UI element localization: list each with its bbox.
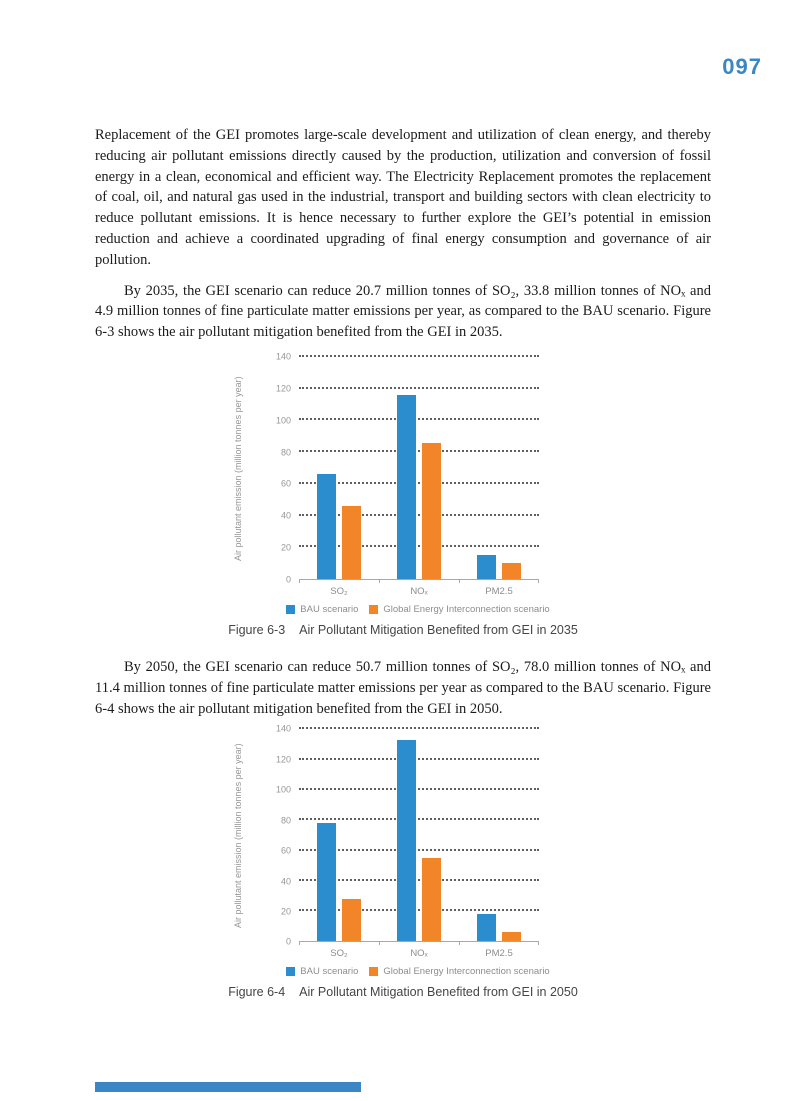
y-tick-label: 20 [280, 542, 291, 553]
y-tick-label: 100 [275, 784, 291, 795]
legend-label: BAU scenario [300, 603, 359, 615]
legend-item-gei [369, 966, 549, 977]
legend-label: BAU scenario [300, 966, 359, 978]
figure-6-3-chart [95, 351, 711, 637]
legend-label: Global Energy Interconnection scenario [383, 966, 550, 978]
x-category-label: NOₓ [410, 585, 428, 597]
x-axis-tick [459, 941, 460, 945]
x-axis-tick [379, 941, 380, 945]
bar-group-so2 [299, 357, 379, 579]
bar-bau-pm25 [477, 555, 496, 579]
y-tick-label: 80 [280, 815, 291, 826]
y-tick-label: 0 [285, 936, 291, 947]
figure-caption [95, 985, 711, 999]
bar-gei-nox [422, 858, 441, 941]
x-category-label: NOₓ [410, 948, 428, 960]
bar-bau-so2 [317, 823, 336, 941]
plot-area [299, 729, 539, 960]
legend-swatch-bau [286, 967, 295, 976]
y-tick-label: 140 [275, 723, 291, 734]
y-tick-label: 60 [280, 478, 291, 489]
x-axis-tick [538, 579, 539, 583]
y-axis-label: Air pollutant emission (million tonnes per year) [233, 743, 243, 929]
legend-swatch-bau [286, 605, 295, 614]
bar-gei-nox [422, 443, 441, 579]
figure-caption-number: Figure 6-3 [228, 622, 286, 637]
chart-area [233, 723, 711, 960]
figure-caption-title: Air Pollutant Mitigation Benefited from GEI in 2050 [299, 985, 578, 1000]
chart-area [233, 351, 711, 597]
page-number: 097 [722, 54, 762, 79]
bar-bau-nox [397, 740, 416, 941]
y-tick-label: 120 [275, 754, 291, 765]
y-tick-label: 80 [280, 447, 291, 458]
y-tick-label: 0 [285, 574, 291, 585]
y-axis [233, 351, 299, 585]
bar-bau-nox [397, 395, 416, 579]
chart-legend [95, 966, 711, 977]
x-axis-tick [299, 579, 300, 583]
x-category-label: SO₂ [330, 585, 348, 597]
figure-caption-number: Figure 6-4 [228, 985, 286, 1000]
legend-swatch-gei [369, 605, 378, 614]
figure-caption [95, 623, 711, 637]
paragraph-2035: By 2035, the GEI scenario can reduce 20.7 million tonnes of SO₂, 33.8 million tonnes of NOₓ and 4.9 million tonnes of fine particulate matter emissions per year, as compared to the BAU scenario. Figure 6-3 shows the air pollutant mitigation benefited from the GEI in 2035. [95, 282, 711, 341]
plot-area [299, 357, 539, 597]
bar-group-nox [379, 729, 459, 941]
paragraph-intro: Replacement of the GEI promotes large-scale development and utilization of clean energy, and thereby reducing air pollutant emissions directly caused by the production, utilization and conversion of fossil energy in a clean, economical and efficient way. The Electricity Replacement promotes the replacement of coal, oil, and natural gas used in the industrial, transport and building sectors with clean electricity to reduce pollutant emissions. It is hence necessary to further explore the GEI’s potential in emission reduction and achieve a coordinated upgrading of final energy consumption and governance of air pollution. [95, 127, 711, 268]
x-axis-tick [299, 941, 300, 945]
y-tick-label: 120 [275, 383, 291, 394]
legend-item-bau [286, 966, 358, 977]
y-tick-label: 60 [280, 845, 291, 856]
bar-bau-pm25 [477, 914, 496, 941]
bar-gei-pm25 [502, 932, 521, 942]
y-tick-label: 40 [280, 876, 291, 887]
bar-group-pm25 [459, 357, 539, 579]
page-content [95, 125, 711, 999]
paragraph-2050: By 2050, the GEI scenario can reduce 50.7 million tonnes of SO₂, 78.0 million tonnes of NOₓ and 11.4 million tonnes of fine particulate matter emissions per year as compared to the BAU scenario. Figure 6-4 shows the air pollutant mitigation benefited from the GEI in 2050. [95, 658, 711, 717]
y-tick-label: 140 [275, 351, 291, 362]
y-tick-label: 20 [280, 906, 291, 917]
y-tick-label: 100 [275, 415, 291, 426]
y-tick-label: 40 [280, 510, 291, 521]
x-axis-tick [538, 941, 539, 945]
y-axis [233, 723, 299, 947]
bar-group-nox [379, 357, 459, 579]
bar-gei-so2 [342, 899, 361, 941]
bar-group-so2 [299, 729, 379, 941]
chart-legend [95, 604, 711, 615]
x-category-label: SO₂ [330, 948, 348, 960]
bar-group-pm25 [459, 729, 539, 941]
x-category-label: PM2.5 [485, 948, 513, 960]
bar-gei-pm25 [502, 563, 521, 579]
legend-item-gei [369, 604, 549, 615]
legend-item-bau [286, 604, 358, 615]
legend-label: Global Energy Interconnection scenario [383, 603, 550, 615]
footer-accent-bar [95, 1082, 361, 1092]
legend-swatch-gei [369, 967, 378, 976]
figure-caption-title: Air Pollutant Mitigation Benefited from GEI in 2035 [299, 622, 578, 637]
x-category-label: PM2.5 [485, 585, 513, 597]
bar-bau-so2 [317, 474, 336, 579]
y-axis-label: Air pollutant emission (million tonnes per year) [233, 376, 243, 561]
x-axis-tick [379, 579, 380, 583]
x-axis-tick [459, 579, 460, 583]
bar-gei-so2 [342, 506, 361, 579]
figure-6-4-chart [95, 723, 711, 1000]
